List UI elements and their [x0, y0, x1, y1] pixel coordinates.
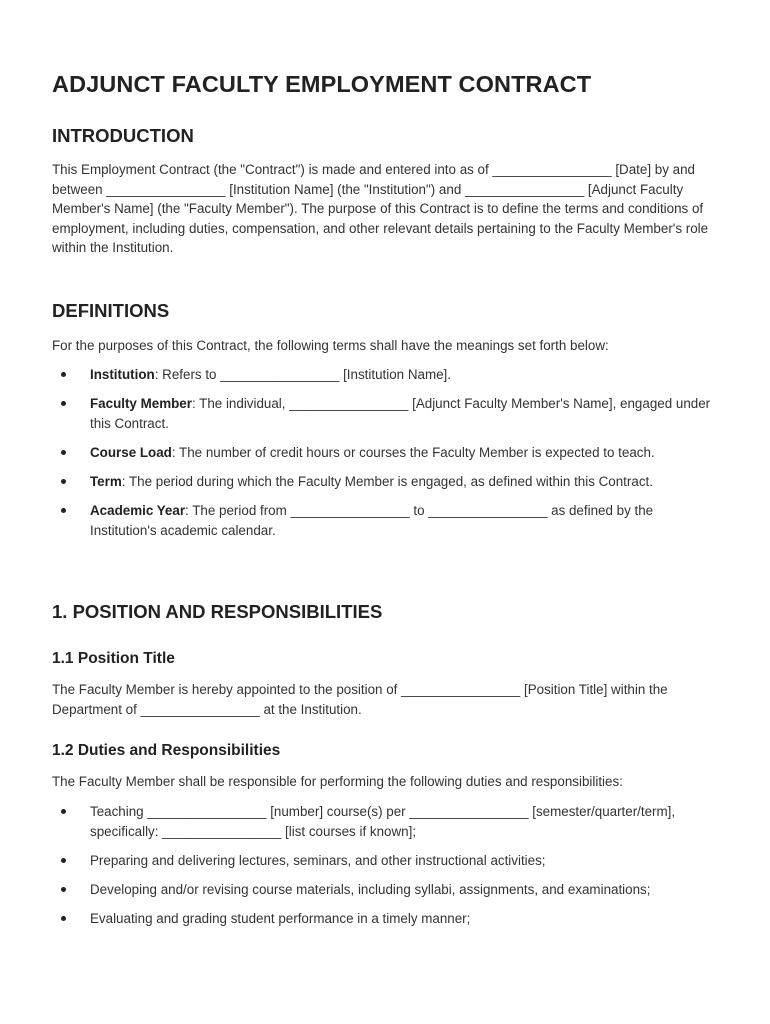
definitions-heading: DEFINITIONS	[52, 300, 170, 321]
duty-item	[52, 851, 722, 871]
duty-text: Preparing and delivering lectures, seminars, and other instructional activities;	[90, 852, 546, 868]
definition-text: : The individual, ________________ [Adjunct Faculty Member's Name], engaged under this Contract.	[90, 396, 711, 431]
definition-text: : Refers to ________________ [Institution Name].	[154, 367, 451, 382]
bullet-icon	[61, 887, 66, 892]
definition-item-faculty-member	[52, 394, 722, 433]
bullet-icon	[61, 372, 66, 377]
bullet-icon	[61, 858, 66, 863]
duty-text: Evaluating and grading student performance in a timely manner;	[90, 911, 471, 927]
bullet-icon	[61, 401, 66, 406]
bullet-icon	[61, 809, 66, 814]
bullet-icon	[61, 916, 66, 921]
document-title: ADJUNCT FACULTY EMPLOYMENT CONTRACT	[52, 71, 592, 97]
position-title-paragraph: The Faculty Member is hereby appointed to the position of ________________ [Position Title] within the Department of ________________ at the Institution.	[52, 682, 668, 717]
duties-intro: The Faculty Member shall be responsible for performing the following duties and responsibilities:	[52, 774, 623, 789]
duty-item	[52, 880, 722, 900]
bullet-icon	[61, 450, 66, 455]
definition-text: : The number of credit hours or courses the Faculty Member is expected to teach.	[171, 444, 655, 460]
definition-item-course-load	[52, 443, 722, 463]
bullet-icon	[61, 508, 66, 513]
definition-item-institution	[52, 365, 722, 385]
definitions-list	[52, 365, 722, 541]
bullet-icon	[61, 479, 66, 484]
introduction-heading: INTRODUCTION	[52, 125, 194, 146]
definition-term: Institution	[90, 367, 155, 382]
duty-text: Teaching ________________ [number] course(s) per ________________ [semester/quarter/term], specifically: ________________ [list courses if known];	[90, 804, 676, 839]
duties-list	[52, 802, 722, 929]
position-heading: 1. POSITION AND RESPONSIBILITIES	[52, 601, 383, 622]
definition-term: Academic Year	[90, 503, 186, 519]
definition-item-term	[52, 472, 722, 492]
duty-text: Developing and/or revising course materials, including syllabi, assignments, and examinations;	[90, 881, 651, 897]
position-title-heading: 1.1 Position Title	[52, 650, 175, 667]
definition-text: : The period from ________________ to ________________ as defined by the Institution's academic calendar.	[90, 503, 654, 538]
definition-item-academic-year	[52, 501, 722, 540]
definition-term: Term	[90, 474, 122, 490]
definitions-intro: For the purposes of this Contract, the following terms shall have the meanings set forth below:	[52, 338, 609, 353]
duties-heading: 1.2 Duties and Responsibilities	[52, 742, 281, 759]
duty-item	[52, 909, 722, 929]
definition-term: Faculty Member	[90, 396, 192, 412]
definition-term: Course Load	[90, 444, 172, 460]
introduction-paragraph: This Employment Contract (the "Contract") is made and entered into as of ________________ [Date] by and between ________________ [Institution Name] (the "Institution") and ________________ [Adjunct Faculty Member's Name] (the "Faculty Member"). The purpose of this Contract is to define the terms and conditions of employment, including duties, compensation, and other relevant details pertaining to the Faculty Member's role within the Institution.	[52, 162, 709, 256]
definition-text: : The period during which the Faculty Member is engaged, as defined within this Contract.	[121, 474, 653, 490]
duty-item	[52, 802, 722, 841]
